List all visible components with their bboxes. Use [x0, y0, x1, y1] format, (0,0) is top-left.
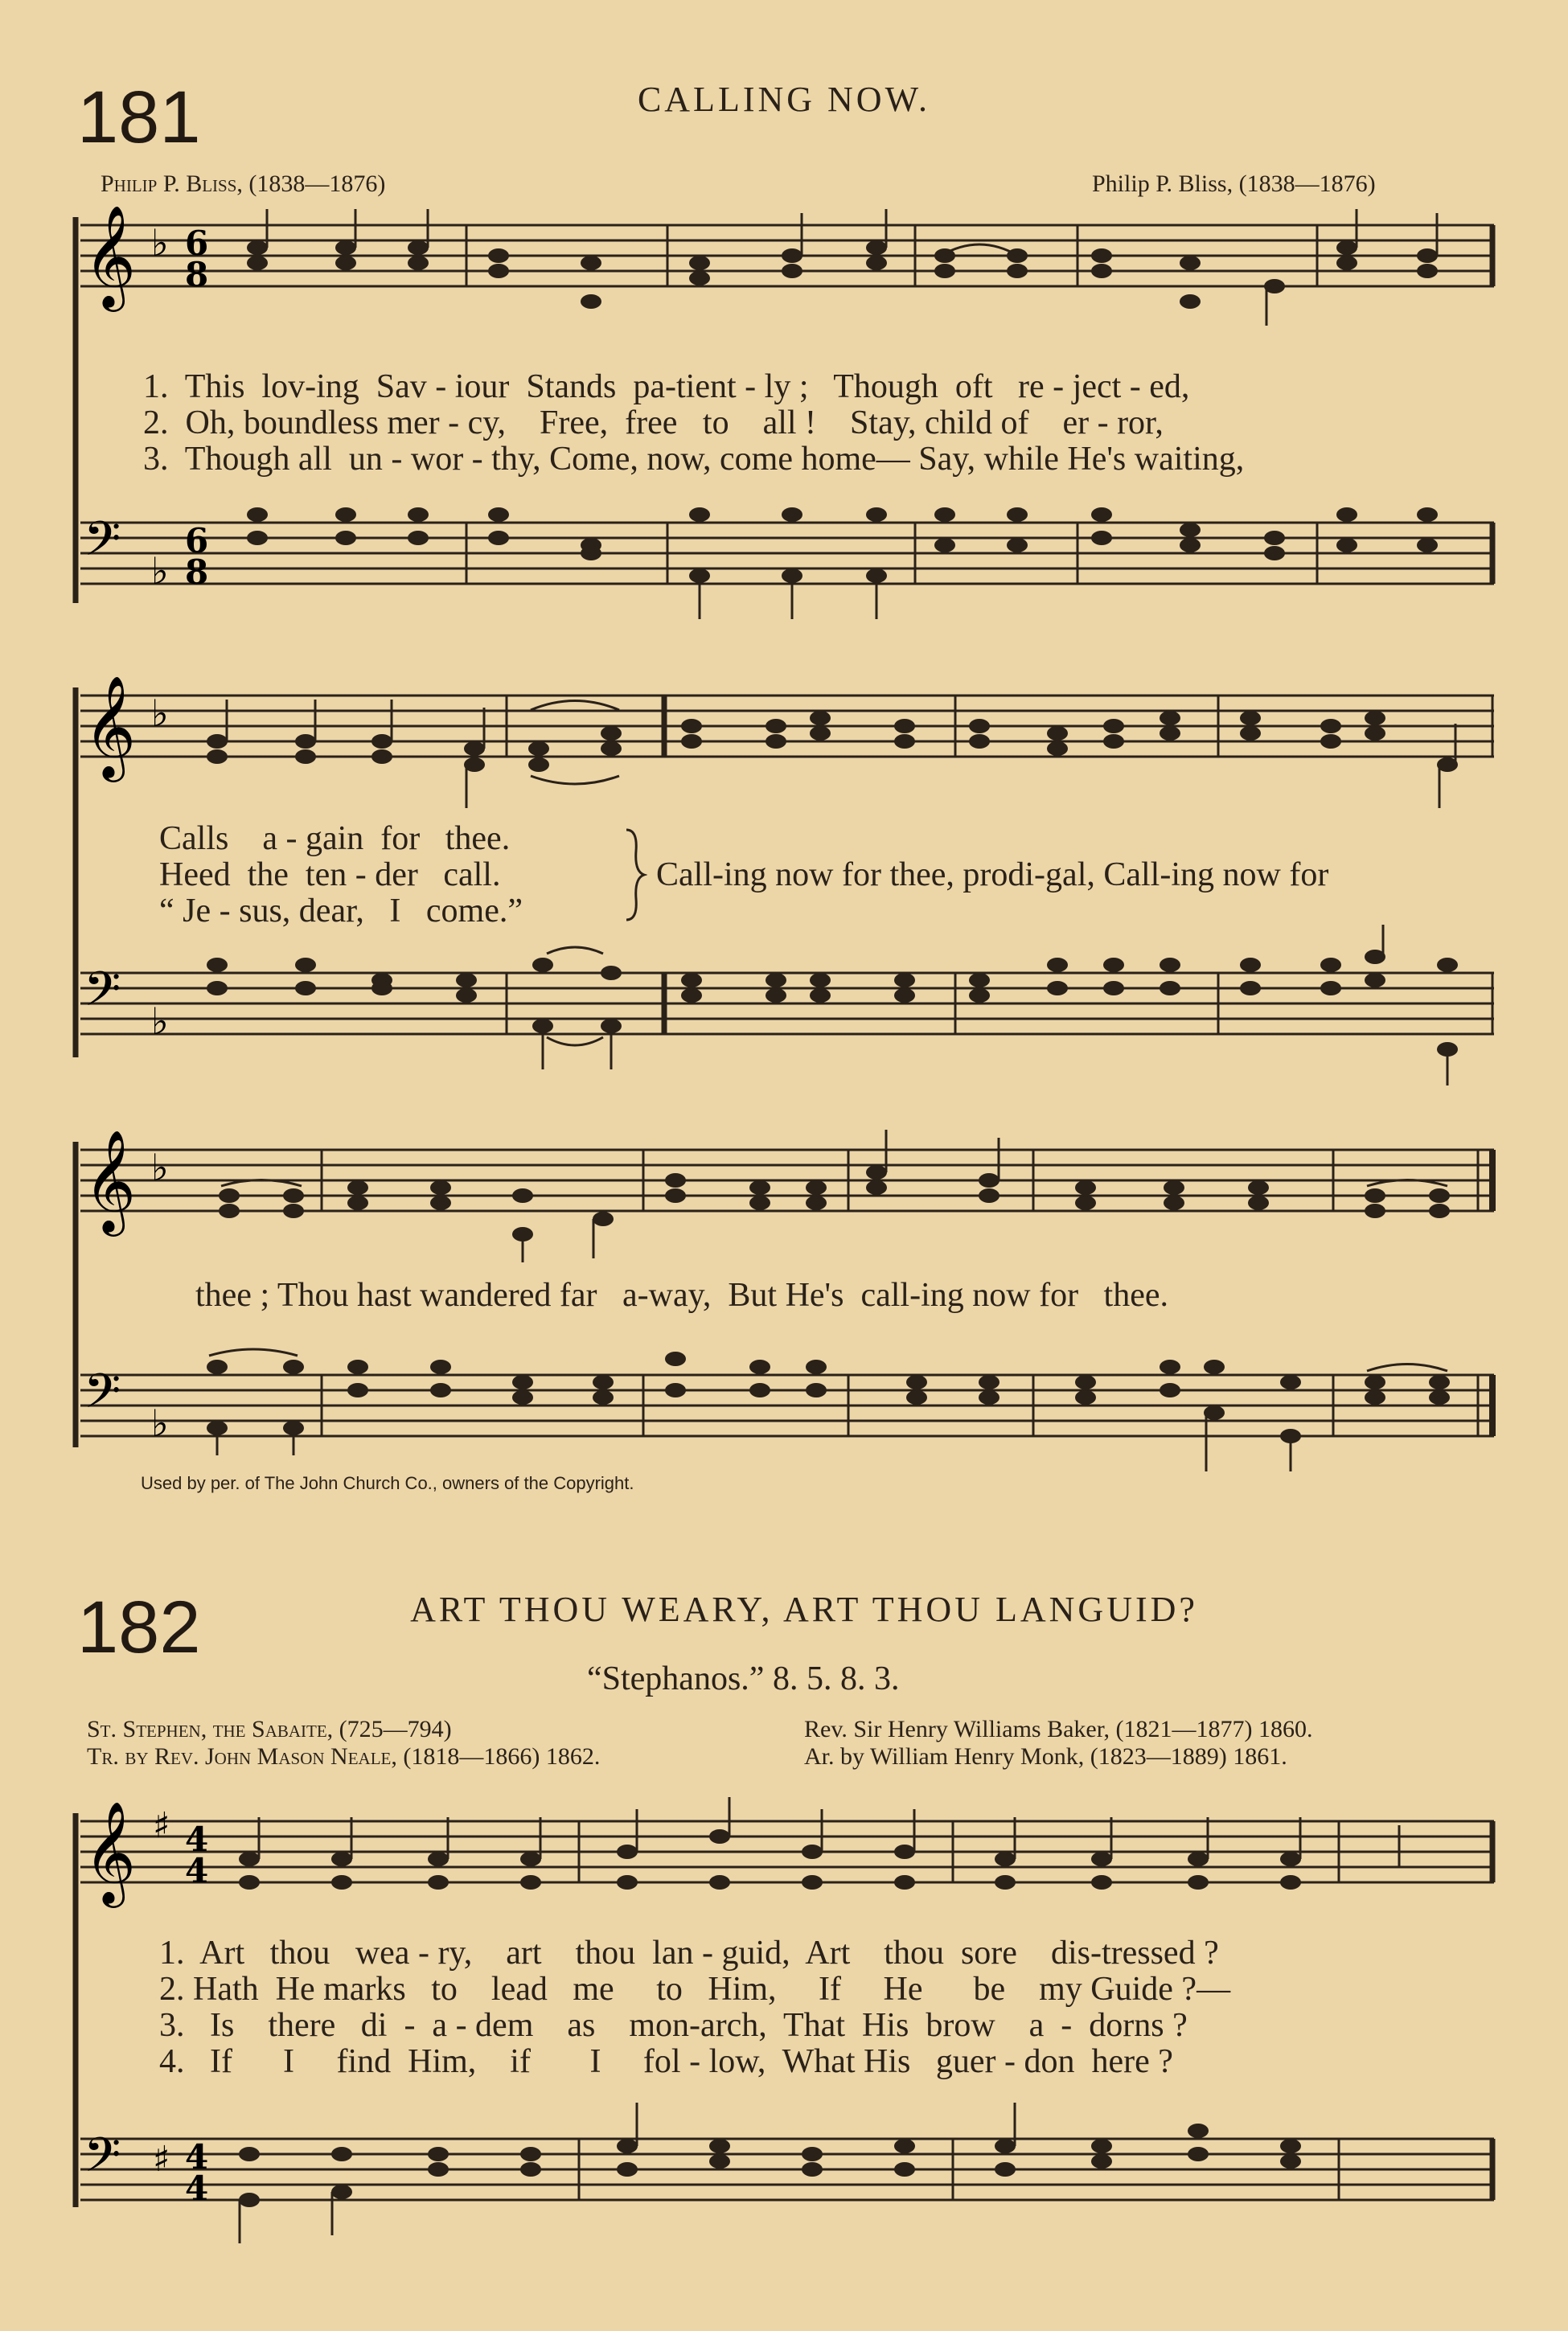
hymn-number: 182 [77, 1586, 201, 1668]
treble-clef-icon: 𝄞 [84, 204, 137, 307]
bass-staff-182 [0, 2127, 1568, 2243]
treble-staff-182 [0, 1800, 1568, 1926]
svg-text:♭: ♭ [151, 692, 169, 735]
svg-text:♭: ♭ [151, 221, 169, 265]
treble-staff-system-2 [0, 675, 1568, 800]
copyright-notice: Used by per. of The John Church Co., owners of the Copyright. [141, 1473, 634, 1493]
svg-text:♭: ♭ [151, 1401, 169, 1445]
svg-text:4: 4 [185, 1820, 209, 1859]
svg-text:8: 8 [185, 255, 209, 294]
bass-staff-system-2 [0, 961, 1568, 1077]
svg-text:♭: ♭ [151, 999, 169, 1043]
verse-4: 4. If I find Him, if I fol - low, What His guer - don here ? [159, 2043, 1173, 2080]
verse-2: 2. Hath He marks to lead me to Him, If He be my Guide ?— [159, 1971, 1231, 2008]
svg-text:♭: ♭ [151, 1146, 169, 1189]
svg-text:𝄢: 𝄢 [84, 1363, 121, 1430]
hymn-title: ART THOU WEARY, ART THOU LANGUID? [410, 1590, 1198, 1629]
verse-line-2-end: Heed the ten - der call. [159, 856, 501, 893]
author-credit-right-1: Rev. Sir Henry Williams Baker, (1821—1877) 1860. [804, 1716, 1313, 1742]
svg-text:4: 4 [185, 1851, 209, 1890]
bass-staff-system-1 [0, 511, 1568, 627]
verse-line-1-end: Calls a - gain for thee. [159, 820, 511, 857]
svg-text:4: 4 [185, 2137, 209, 2177]
chorus-line-1: Call-ing now for thee, prodi-gal, Call-ing now for [656, 856, 1329, 893]
verse-brace-icon [623, 827, 647, 923]
treble-staff-system-3 [0, 1129, 1568, 1254]
treble-staff-system-1 [0, 204, 1568, 330]
svg-text:𝄢: 𝄢 [84, 2127, 121, 2194]
chorus-line-2: thee ; Thou hast wandered far a-way, But He's call-ing now for thee. [195, 1277, 1169, 1314]
bass-staff-system-3 [0, 1363, 1568, 1479]
verse-line-3: 3. Though all un - wor - thy, Come, now, come home— Say, while He's waiting, [143, 441, 1245, 478]
hymn-title: CALLING NOW. [637, 80, 931, 119]
verse-3: 3. Is there di - a - dem as mon-arch, That His brow a - dorns ? [159, 2007, 1188, 2044]
bass-clef-icon: 𝄢 [84, 511, 121, 578]
svg-text:𝄞: 𝄞 [84, 1129, 137, 1232]
verse-1: 1. Art thou wea - ry, art thou lan - guid, Art thou sore dis-tressed ? [159, 1935, 1219, 1972]
author-credit-left: Philip P. Bliss, (1838—1876) [101, 170, 386, 197]
svg-text:♭: ♭ [151, 549, 169, 593]
svg-text:𝄢: 𝄢 [84, 961, 121, 1028]
svg-text:4: 4 [185, 2169, 209, 2208]
svg-text:𝄞: 𝄞 [84, 1800, 137, 1903]
tune-name-meter: “Stephanos.” 8. 5. 8. 3. [587, 1660, 900, 1697]
author-credit-left-1: St. Stephen, the Sabaite, (725—794) [87, 1716, 452, 1742]
hymn-number: 181 [77, 76, 201, 158]
translator-credit-left: Tr. by Rev. John Mason Neale, (1818—1866) 1862. [87, 1743, 601, 1770]
verse-line-1: 1. This lov-ing Sav - iour Stands pa-tient - ly ; Though oft re - ject - ed, [143, 368, 1190, 405]
svg-text:♯: ♯ [153, 1805, 170, 1846]
svg-text:6: 6 [185, 224, 209, 263]
svg-text:6: 6 [185, 521, 209, 560]
svg-text:♯: ♯ [153, 2139, 170, 2180]
arranger-credit-right: Ar. by William Henry Monk, (1823—1889) 1861. [804, 1743, 1287, 1770]
composer-credit-right: Philip P. Bliss, (1838—1876) [1092, 170, 1376, 197]
svg-text:8: 8 [185, 552, 209, 592]
verse-line-2: 2. Oh, boundless mer - cy, Free, free to all ! Stay, child of er - ror, [143, 404, 1164, 441]
svg-text:𝄞: 𝄞 [84, 675, 137, 778]
verse-line-3-end: “ Je - sus, dear, I come.” [159, 893, 523, 930]
